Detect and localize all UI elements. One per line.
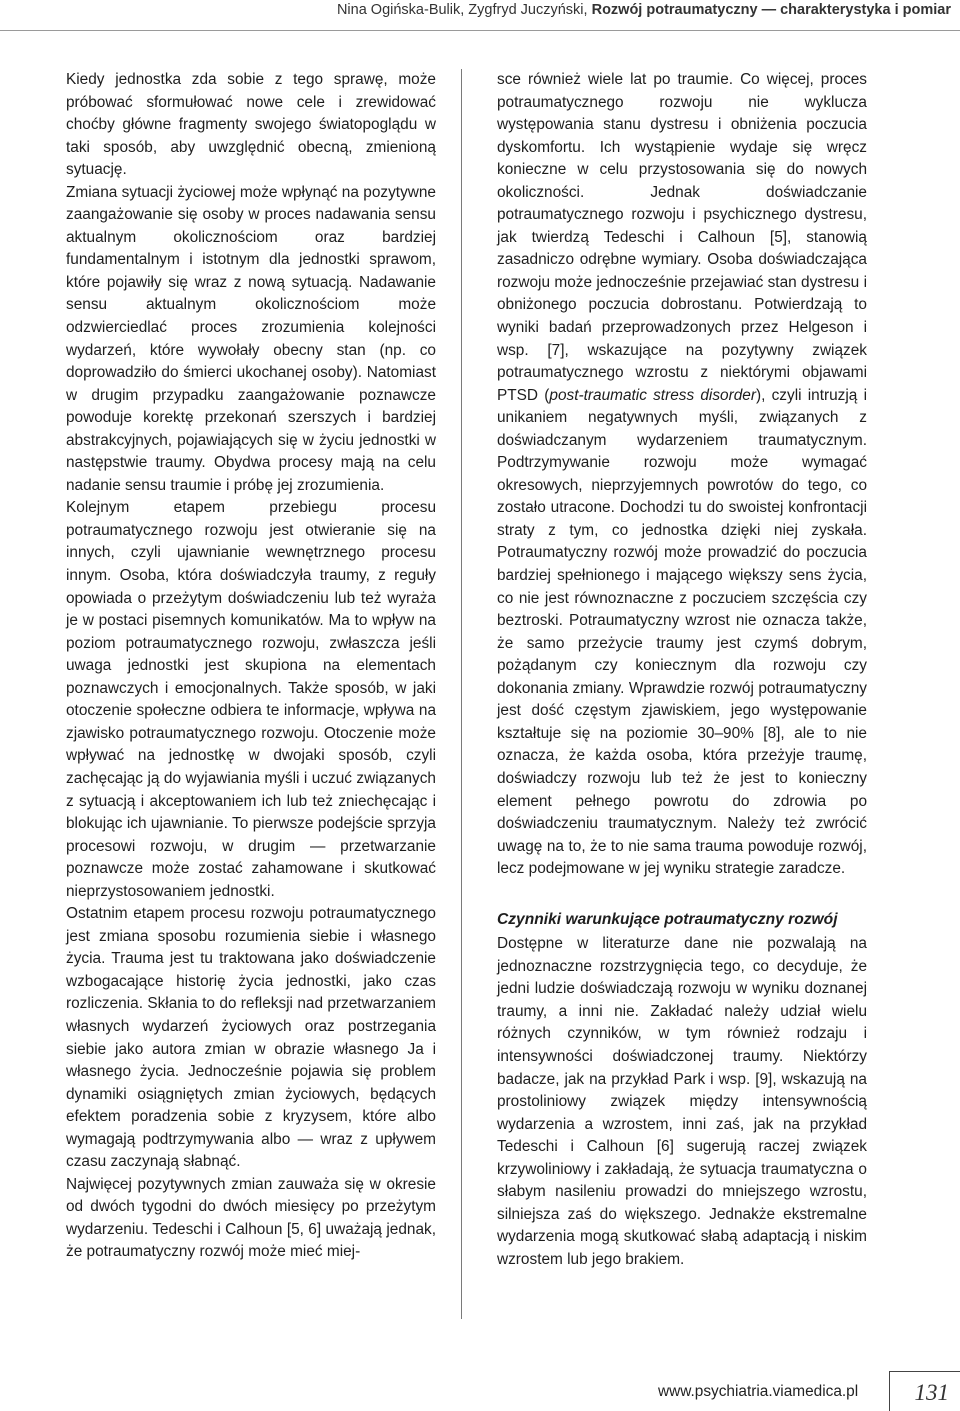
paragraph: Zmiana sytuacji życiowej może wpłynąć na pozytywne zaangażowanie się osoby w proces nadawania sensu aktualnym okolicznościom oraz bardziej fundamentalnym i istotnym dla jednostki sprawom, które pojawiły się wraz z nową sytuacją. Nadawanie sensu aktualnym okolicznościom może odzwierciedlać proces zrozumienia kolejności wydarzeń, które wywołały obecny stan (np. co doprowadziło do śmierci ukochanej osoby). Natomiast w drugim przypadku zaangażowanie poznawcze powoduje korektę przekonań szerszych i bardziej abstrakcyjnych, pojawiających się w życiu jednostki w następstwie traumy. Obydwa procesy mają na celu nadanie sensu traumie i próbę jej zrozumienia. [66,183,436,494]
paragraph: Kolejnym etapem przebiegu procesu potraumatycznego rozwoju jest otwieranie się na innych, czyli ujawnianie wewnętrznego procesu innym. Osoba, która doświadczyła traumy, z reguły opowiada o przeżytym doświadczeniu lub też wyraża je w postaci pisemnych komunikatów. Ma to wpływ na poziom potraumatycznego rozwoju, zwłaszcza jeśli uwaga jednostki jest skupiona na elementach poznawczych i emocjonalnych. Także sposób, w jaki otoczenie społeczne odbiera te informacje, wpływa na zjawisko potraumatycznego rozwoju. Otoczenie może wpływać na jednostkę w dwojaki sposób, czyli zachęcając ją do wyjawiania myśli i uczuć związanych z sytuacją i akceptowaniem ich lub też zniechęcając i blokując ich ujawnianie. To pierwsze podejście sprzyja procesowi rozwoju, w drugim — przetwarzanie poznawcze może zostać zahamowane i skutkować nieprzystosowaniem jednostki. [66,499,436,900]
paragraph-text: sce również wiele lat po traumie. Co więcej, proces potraumatycznego rozwoju nie wyklucza występowania stanu dystresu i obniżenia poczucia dyskomfortu. Ich wystąpienie wydaje się wręcz konieczne w celu przystosowania się do nowych okoliczności. Jednak doświadczanie potraumatycznego rozwoju i psychicznego dystresu, jak twierdzą Tedeschi i Calhoun [5], stanowią zasadniczo odrębne wymiary. Osoba doświadczająca rozwoju może jednocześnie przejawiać stan dystresu i obniżonego poczucia dobrostanu. Potwierdzają to wyniki badań przeprowadzonych przez Helgeson i wsp. [7], wskazujące na pozytywny związek potraumatycznego wzrostu z niektórymi objawami PTSD ( [497,71,867,404]
header-article-title: Rozwój potraumatyczny — charakterystyka i pomiar [591,2,951,18]
column-divider [461,69,462,1319]
header-authors: Nina Ogińska-Bulik, Zygfryd Juczyński, [336,2,588,18]
paragraph: Dostępne w literaturze dane nie pozwalają na jednoznaczne rozstrzygnięcia tego, co decyduje, że jedni ludzie doświadczają rozwoju w wyniku doznanej traumy, a inni nie. Zakładać należy udział wielu różnych czynników, w tym również rodzaju i intensywności doświadczonej traumy. Niektórzy badacze, jak na przykład Park i wsp. [9], wskazują na prostoliniowy związek między intensywnością wydarzenia a wzrostem, inni zaś, jak na przykład Tedeschi i Calhoun [6] sugerują raczej związek krzywoliniowy i zakładają, że sytuacja traumatyczna o słabym nasileniu prowadzi do mniejszego wzrostu, silniejsza zaś do większego. Jednakże ekstremalne wydarzenia mogą skutkować słabą adaptacją i niskim wzrostem lub jego brakiem. [497,935,867,1268]
right-column [497,69,867,1271]
running-header-text [337,2,951,18]
running-header [0,0,960,31]
section-heading: Czynniki warunkujące potraumatyczny rozwój [497,910,838,928]
paragraph: Ostatnim etapem procesu rozwoju potraumatycznego jest zmiana sposobu rozumienia siebie i własnego życia. Trauma jest tu traktowana jako doświadczenie wzbogacające historię życia jednostki, jako czas rozliczenia. Skłania to do refleksji nad przetwarzaniem własnych wydarzeń życiowych oraz postrzegania siebie jako autora zmian w obrazie własnego Ja i własnego życia. Jednocześnie pojawia się problem dynamiki osiągniętych zmian życiowych, będących efektem poradzenia sobie z kryzysem, które albo wymagają podtrzymywania albo — wraz z upływem czasu zaczynają słabnąć. [66,905,436,1171]
paragraph: Kiedy jednostka zda sobie z tego sprawę, może próbować sformułować nowe cele i zrewidować choćby główne fragmenty swojego światopoglądu w taki sposób, aby uwzględnić obecną, zmienioną sytuację. [66,71,436,179]
paragraph: Najwięcej pozytywnych zmian zauważa się w okresie od dwóch tygodni do dwóch miesięcy po przeżytym wydarzeniu. Tedeschi i Calhoun [5, 6] uważają jednak, że potraumatyczny rozwój może mieć miej- [66,1175,436,1261]
left-column [66,69,436,1264]
paragraph [497,69,867,881]
page-number-box [889,1371,960,1411]
journal-url[interactable]: www.psychiatria.viamedica.pl [658,1383,859,1400]
paragraph-text: ), czyli intruzją i unikaniem negatywnych myśli, związanych z doświadczanym wydarzeniem traumatycznym. Podtrzymywanie rozwoju może wymagać okresowych, nieprzyjemnych powrotów do tego, co zostało utracone. Dochodzi tu do swoistej konfrontacji straty z tym, co jednostka dzięki niej zyskała. Potraumatyczny rozwój może prowadzić do poczucia bardziej spełnionego i mającego większy sens życia, co nie jest równoznaczne z poczuciem szczęścia czy beztroski. Potraumatyczny wzrost nie oznacza także, że samo przeżycie traumy jest czymś dobrym, pożądanym czy koniecznym dla rozwoju czy dokonania zmiany. Wprawdzie rozwój potraumatyczny jest dość częstym zjawiskiem, jego występowanie kształtuje się na poziomie 30–90% [8], ale to nie oznacza, że każda osoba, która przeżyje traumę, doświadczy rozwoju lub też że jest to konieczny element pełnego powrotu do zdrowia po doświadczeniu traumatycznym. Należy też zwrócić uwagę na to, że to nie sama trauma powoduje rozwój, lecz podejmowane w jej wyniku strategie zaradcze. [497,386,867,878]
page-number: 131 [914,1380,949,1405]
italic-term: post-traumatic stress disorder [549,386,756,404]
